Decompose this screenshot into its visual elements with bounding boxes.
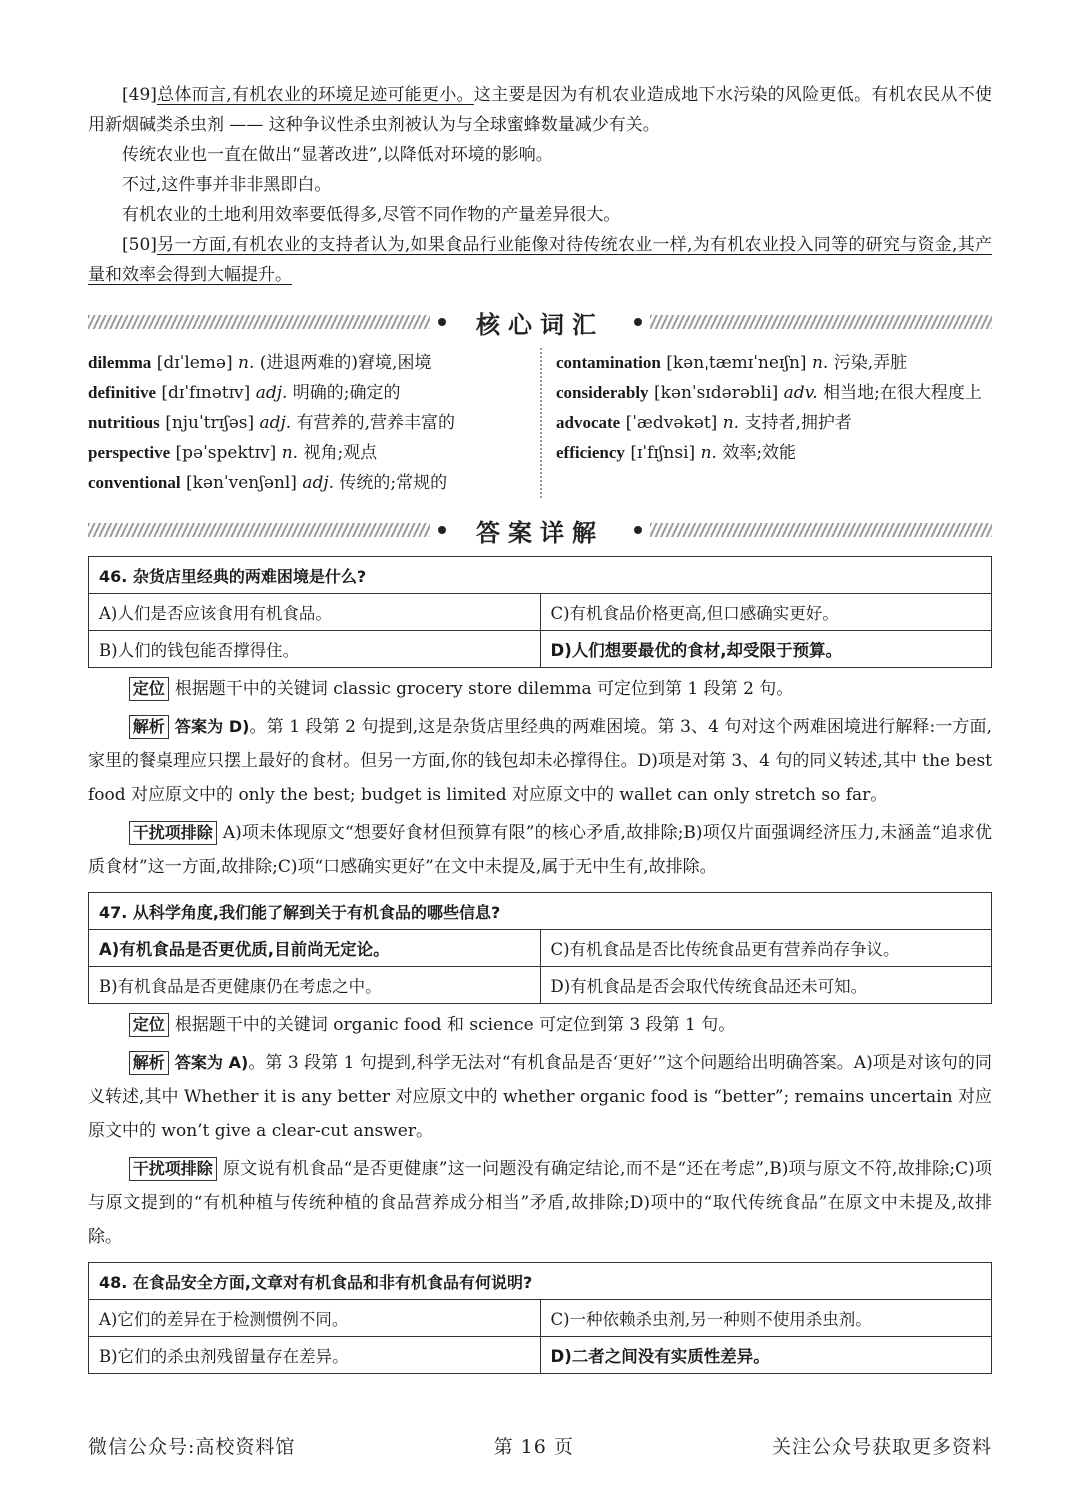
vocab-word: nutritious (88, 413, 160, 432)
option-d: D)有机食品是否会取代传统食品还未可知。 (540, 967, 992, 1004)
option-d-correct: D)人们想要最优的食材,却受限于预算。 (540, 631, 992, 668)
question-46-table (88, 556, 992, 668)
bullet-dot (634, 526, 642, 534)
option-d-correct: D)二者之间没有实质性差异。 (540, 1337, 992, 1374)
vocab-word: advocate (556, 413, 621, 432)
underlined-sentence-50: 另一方面,有机农业的支持者认为,如果食品行业能像对待传统农业一样,为有机农业投入同等的研究与资金,其产量和效率会得到大幅提升。 (88, 235, 992, 285)
question-title: 46. 杂货店里经典的两难困境是什么? (89, 557, 992, 594)
vocab-item (88, 348, 524, 378)
vocab-pos: n. (811, 353, 829, 373)
passage-paragraph: 不过,这件事并非非黑即白。 (122, 175, 332, 195)
vocab-item (88, 408, 524, 438)
vocab-meaning: 传统的;常规的 (339, 473, 448, 493)
vocab-item (556, 408, 992, 438)
vocab-word: perspective (88, 443, 171, 462)
distractor-text: A)项未体现原文“想要好食材但预算有限”的核心矛盾,故排除;B)项仅片面强调经济压力,未涵盖“追求优质食材”这一方面,故排除;C)项“口感确实更好”在文中未提及,属于无中生有,故排除。 (88, 823, 992, 877)
locate-tag: 定位 (129, 677, 169, 701)
vocab-ipa: [ˈædvəkət] (625, 413, 718, 433)
option-c: C)有机食品价格更高,但口感确实更好。 (540, 594, 992, 631)
passage-paragraph-50 (88, 230, 992, 290)
vocab-pos: n. (722, 413, 740, 433)
locate-paragraph (88, 1008, 992, 1042)
distractor-tag: 干扰项排除 (129, 1157, 217, 1181)
hatch-divider (88, 523, 430, 537)
footer-wechat-account: 微信公众号:高校资料馆 (88, 1436, 296, 1458)
vocab-ipa: [kənˌtæmɪˈneɪʃn] (666, 353, 807, 373)
vocab-ipa: [kənˈvenʃənl] (185, 473, 297, 493)
vocab-word: definitive (88, 383, 156, 402)
vocab-section-header (88, 300, 992, 344)
hatch-divider (88, 315, 430, 329)
distractor-paragraph (88, 1152, 992, 1254)
bullet-dot (438, 526, 446, 534)
option-b: B)有机食品是否更健康仍在考虑之中。 (89, 967, 541, 1004)
page-footer (88, 1432, 992, 1459)
vocab-meaning: 效率;效能 (722, 443, 797, 463)
option-c: C)一种依赖杀虫剂,另一种则不使用杀虫剂。 (540, 1300, 992, 1337)
locate-tag: 定位 (129, 1013, 169, 1037)
locate-text: 根据题干中的关键词 classic grocery store dilemma 可定位到第 1 段第 2 句。 (174, 679, 794, 699)
passage-paragraph: 传统农业也一直在做出“显著改进”,以降低对环境的影响。 (122, 145, 553, 165)
vocab-item (556, 378, 992, 408)
vocab-word: efficiency (556, 443, 625, 462)
vocab-word: contamination (556, 353, 661, 372)
passage-paragraph: 有机农业的土地利用效率要低得多,尽管不同作物的产量差异很大。 (122, 205, 621, 225)
option-b: B)人们的钱包能否撑得住。 (89, 631, 541, 668)
option-c: C)有机食品是否比传统食品更有营养尚存争议。 (540, 930, 992, 967)
vocab-meaning: 明确的;确定的 (292, 383, 401, 403)
answers-section-title: 答案详解 (476, 518, 604, 547)
question-48-table (88, 1262, 992, 1374)
vocab-pos: n. (281, 443, 299, 463)
question-47-table (88, 892, 992, 1004)
distractor-tag: 干扰项排除 (129, 821, 217, 845)
analysis-paragraph (88, 1046, 992, 1148)
vocab-item (88, 438, 524, 468)
option-a-correct: A)有机食品是否更优质,目前尚无定论。 (89, 930, 541, 967)
vocab-item (88, 468, 524, 498)
vocab-ipa: [ɪˈfɪʃnsi] (630, 443, 696, 463)
marker-50: [50] (122, 235, 157, 255)
vocab-ipa: [pəˈspektɪv] (175, 443, 277, 463)
distractor-text: 原文说有机食品“是否更健康”这一问题没有确定结论,而不是“还在考虑”,B)项与原文不符,故排除;C)项与原文提到的“有机种植与传统种植的食品营养成分相当”矛盾,故排除;D)项中的“取代传统食品”在原文中未提及,故排除。 (88, 1159, 992, 1247)
locate-text: 根据题干中的关键词 organic food 和 science 可定位到第 3 段第 1 句。 (174, 1015, 736, 1035)
question-title: 48. 在食品安全方面,文章对有机食品和非有机食品有何说明? (89, 1263, 992, 1300)
vocab-meaning: 相当地;在很大程度上 (823, 383, 982, 403)
vocab-pos: adj. (255, 383, 288, 403)
option-a: A)人们是否应该食用有机食品。 (89, 594, 541, 631)
bullet-dot (634, 318, 642, 326)
vocab-column-right (540, 348, 992, 498)
vocab-ipa: [njuˈtrɪʃəs] (165, 413, 255, 433)
page-number: 第 16 页 (493, 1436, 574, 1458)
vocab-ipa: [dɪˈlemə] (156, 353, 233, 373)
answer-label: 答案为 A) (174, 1053, 249, 1072)
bullet-dot (438, 318, 446, 326)
vocab-meaning: (进退两难的)窘境,困境 (259, 353, 432, 373)
vocab-meaning: 污染,弄脏 (833, 353, 908, 373)
analysis-text: 。第 3 段第 1 句提到,科学无法对“有机食品是否‘更好’”这个问题给出明确答案。A)项是对该句的同义转述,其中 Whether it is any better 对应原文中的 whether organic food is “better”; remains uncertain 对应原文中的 won’t give a clear-cut answer。 (88, 1053, 992, 1141)
vocab-item (88, 378, 524, 408)
vocab-section-title: 核心词汇 (476, 310, 604, 339)
answers-section-header (88, 508, 992, 552)
vocab-pos: adj. (259, 413, 292, 433)
passage-paragraph-49 (88, 80, 992, 140)
vocab-pos: n. (700, 443, 717, 463)
vocab-item (556, 348, 992, 378)
vocab-pos: adj. (302, 473, 335, 493)
distractor-paragraph (88, 816, 992, 884)
vocab-list (88, 348, 992, 498)
vocab-meaning: 有营养的,营养丰富的 (296, 413, 456, 433)
vocab-ipa: [kənˈsɪdərəbli] (653, 383, 779, 403)
question-title: 47. 从科学角度,我们能了解到关于有机食品的哪些信息? (89, 893, 992, 930)
hatch-divider (650, 523, 992, 537)
passage-text: 这主要是因为有机农业造成地下水污染的风险更低。有机农民从不使用新烟碱类杀虫剂 —— 这种争议性杀虫剂被认为与全球蜜蜂数量减少有关。 (88, 85, 993, 135)
vocab-ipa: [dɪˈfɪnətɪv] (161, 383, 251, 403)
locate-paragraph (88, 672, 992, 706)
analysis-paragraph (88, 710, 992, 812)
underlined-sentence-49: 总体而言,有机农业的环境足迹可能更小。 (156, 85, 474, 105)
hatch-divider (650, 315, 992, 329)
vocab-meaning: 支持者,拥护者 (744, 413, 852, 433)
analysis-tag: 解析 (129, 715, 169, 739)
vocab-word: conventional (88, 473, 181, 492)
option-a: A)它们的差异在于检测惯例不同。 (89, 1300, 541, 1337)
vocab-word: dilemma (88, 353, 152, 372)
vocab-pos: n. (238, 353, 255, 373)
vocab-meaning: 视角;观点 (303, 443, 378, 463)
analysis-text: 。第 1 段第 2 句提到,这是杂货店里经典的两难困境。第 3、4 句对这个两难困境进行解释:一方面,家里的餐桌理应只摆上最好的食材。但另一方面,你的钱包却未必撑得住。D)项是对第 3、4 句的同义转述,其中 the best food 对应原文中的 only the best; budget is limited 对应原文中的 wallet can only stretch so far。 (88, 717, 992, 805)
footer-note: 关注公众号获取更多资料 (771, 1436, 992, 1458)
vocab-column-left (88, 348, 540, 498)
vocab-word: considerably (556, 383, 649, 402)
page-content (88, 80, 992, 1374)
analysis-tag: 解析 (129, 1051, 169, 1075)
answer-label: 答案为 D) (174, 717, 250, 736)
vocab-item (556, 438, 992, 468)
marker-49: [49] (122, 85, 157, 105)
option-b: B)它们的杀虫剂残留量存在差异。 (89, 1337, 541, 1374)
vocab-pos: adv. (783, 383, 818, 403)
